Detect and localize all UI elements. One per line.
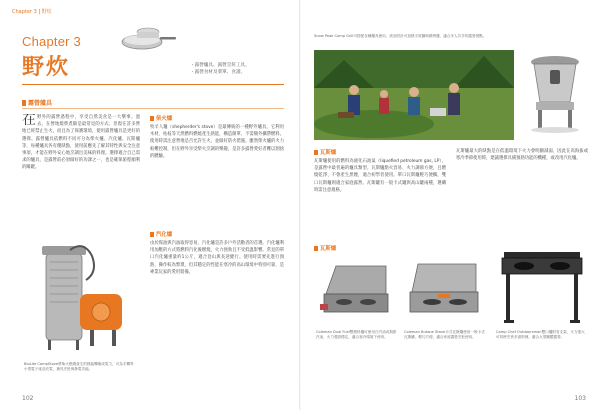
running-header: Chapter 3 | 野炊 xyxy=(12,9,52,15)
section-title: 露營爐具 xyxy=(28,100,53,107)
topic-line: ・露營爐具、露營烹飪工具、 xyxy=(190,63,250,68)
cookware-illustration xyxy=(118,22,178,56)
section-heading xyxy=(22,98,52,107)
right-page xyxy=(300,0,600,410)
biolite-stove-photo xyxy=(24,236,134,356)
subsection-marker xyxy=(150,232,154,237)
subsection-text: 牧羊人爐（shepherder's stove）是最傳統的一種野外爐具，它利用木材、枯枝等天然燃料燃燒產生熱能，構造簡單，不需額外攜帶燃料。使用時需注意營地是否允許生火，並做好防火措施。雖然柴火爐的火力較難控制，但在野外享受柴火烹調的樂趣，是許多露營愛好者難以割捨的體驗。 xyxy=(150,125,284,159)
subsection-heading xyxy=(150,230,172,238)
section-marker xyxy=(22,100,26,106)
page-number-right: 103 xyxy=(574,395,586,402)
subsection-heading xyxy=(314,244,336,252)
grill-stove-photo xyxy=(522,40,588,136)
dual-fuel-stove-photo xyxy=(316,256,396,326)
photo-caption: BioLite CampStove將柴火燃燒產生的熱能轉換成電力，可為手機等小型電子產品充電，兼具烹飪與發電功能。 xyxy=(24,362,134,372)
intro-text: 野外的露營過程中，享受自然美食是一大樂事。過去，在營地燒柴煮飯是最常見的方式；但現在許多營地已經禁止生火，而且為了保護環境，使用露營爐具是更好的選擇。露營爐具依燃料不同可分為柴火爐、汽化爐、瓦斯爐等，每種爐具各有優缺點，使用前應先了解其特性與安全注意事項，才能在野外安心地烹調出美味的料理。選擇適合自己需求的爐具，是露營前必須做好的功課之一，也是確保旅程順利的關鍵。 xyxy=(22,115,140,171)
subsection-title: 瓦斯爐 xyxy=(320,246,337,252)
intro-paragraph xyxy=(22,114,140,232)
subsection-title: 柴火爐 xyxy=(156,116,173,122)
subsection-heading xyxy=(150,114,172,122)
subsection-text: 由於煤油與汽油取得容易，汽化爐是許多戶外活動者的首選。汽化爐利用加壓的方式將燃料汽化後燃燒，火力強勁且不受低溫影響。常見的單口汽化爐重量約1公斤，適合登山與長途健行。使用時需要先進行預熱，操作較為繁瑣，但其穩定的性能在寒冷的高山環境中特別可靠，是專業玩家的愛用裝備。 xyxy=(150,241,284,275)
dropcap: 在 xyxy=(22,114,36,128)
subsection-marker xyxy=(150,116,154,121)
topic-line: ・露營食材及菜單、食譜。 xyxy=(190,70,246,75)
subsection-title: 汽化爐 xyxy=(156,232,173,238)
butane-stove-photo xyxy=(404,256,484,326)
running-header-title: 野炊 xyxy=(41,9,52,15)
chapter-rule xyxy=(22,84,284,85)
running-header-chapter: Chapter 3 xyxy=(12,9,37,15)
top-photo-caption: Snow Peak Camp Grill可搭配各種爐具使用，底部設計可加熱平底鍋與燒烤盤，適合多人共享的露營餐點。 xyxy=(314,34,487,38)
camp-chef-stove-photo xyxy=(496,244,588,328)
product-caption: Coleman Butane Stove卡式瓦斯爐使用一般卡式瓦斯罐，輕巧方便，適合家庭露營烹飪使用。 xyxy=(404,330,485,340)
subsection-marker xyxy=(314,150,318,155)
subsection-title: 瓦斯爐 xyxy=(320,150,337,156)
product-caption: Coleman Dual Fuel雙燃料爐可使用白汽油或無鉛汽油，火力強勁穩定，適合寒冷環境下使用。 xyxy=(316,330,397,340)
subsection-marker xyxy=(314,246,318,251)
section-rule xyxy=(22,108,284,109)
subsection-heading xyxy=(314,148,336,156)
page-number-left: 102 xyxy=(22,395,34,402)
camping-family-photo xyxy=(314,50,514,140)
product-caption: Camp Chef Outdoorsman雙口爐附有支架，火力強大可同時烹煮多道料理，適合大型團體露營。 xyxy=(496,330,585,340)
side-paragraph: 瓦斯爐最大的缺點是在低溫環境下火力會明顯減弱，因此在高海拔或寒冷季節使用時，建議選擇具備預熱功能的機種，或改用汽化爐。 xyxy=(456,149,588,162)
chapter-topics xyxy=(190,62,250,76)
chapter-label: Chapter 3 xyxy=(22,34,81,49)
subsection-text: 瓦斯爐使用的燃料為液化石油氣（liquefied petroleum gas, LP），是露營中最普遍的爐具類型。瓦斯爐點火容易、火力調節方便，且燃燒乾淨、不會產生黑煙，適合初學者使用。單口瓦斯爐輕巧便攜，雙口瓦斯爐則適合家庭露營。瓦斯罐有一般卡式罐與高山罐兩種，選購時需注意規格。 xyxy=(314,159,446,193)
chapter-title: 野炊 xyxy=(22,55,71,80)
